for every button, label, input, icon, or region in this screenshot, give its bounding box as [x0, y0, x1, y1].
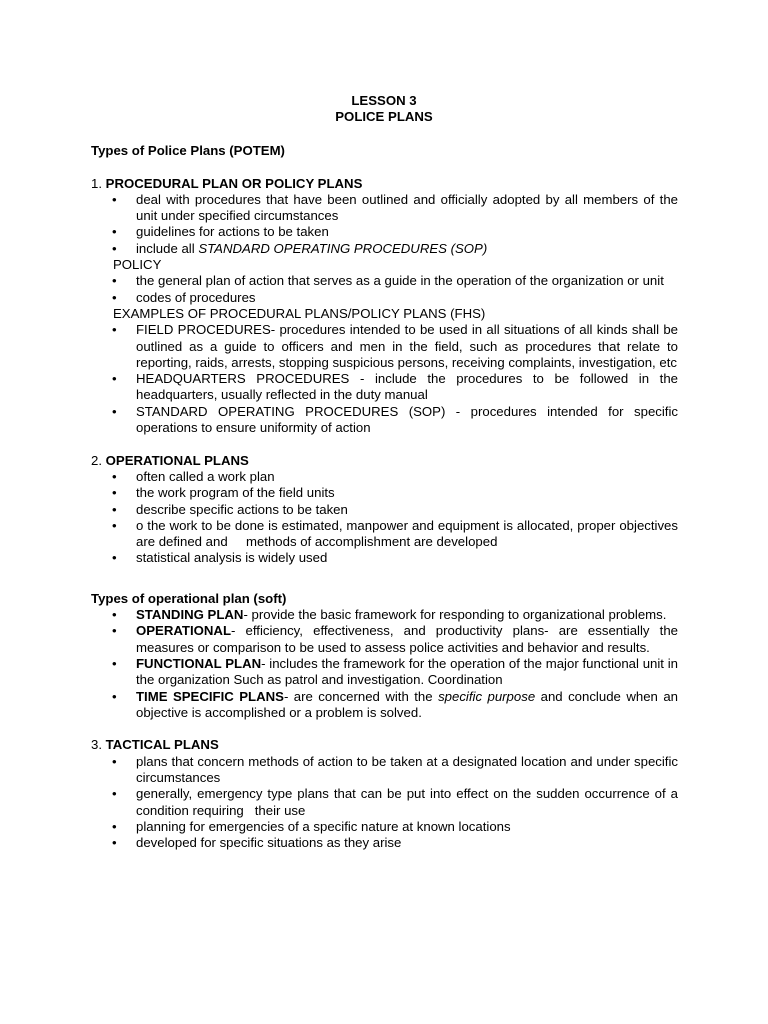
list-item: • the general plan of action that serves as a guide in the operation of the organization or unit [112, 273, 664, 289]
list-item: • codes of procedures [112, 289, 256, 305]
bullet-icon: • [112, 501, 117, 517]
bullet-icon: • [112, 607, 117, 623]
lesson-title: POLICE PLANS [335, 109, 433, 125]
bullet-icon: • [112, 688, 117, 704]
lesson-number: LESSON 3 [351, 93, 417, 108]
list-item: • often called a work plan [112, 468, 275, 484]
section-3-heading: 3. TACTICAL PLANS [91, 737, 219, 753]
types-heading: Types of Police Plans (POTEM) [91, 143, 285, 158]
list-item: • FIELD PROCEDURES- procedures intended to be used in all situations of all kinds shall be outlined as a guide to officers and men in the field, such as procedures that relate to reporting, raids, arrests, stopping suspicious persons, receiving complaints, investigation, etc [112, 322, 678, 370]
list-item: • generally, emergency type plans that can be put into effect on the sudden occurrence of a condition requiring their use [112, 786, 682, 818]
bullet-icon: • [112, 786, 117, 802]
bullet-icon: • [112, 550, 117, 566]
bullet-icon: • [112, 191, 117, 207]
bullet-icon: • [112, 371, 117, 387]
list-item: • statistical analysis is widely used [112, 550, 328, 566]
list-item: • HEADQUARTERS PROCEDURES - include the procedures to be followed in the headquarters, usually reflected in the duty manual [112, 371, 678, 403]
bullet-icon: • [112, 835, 117, 851]
list-item: • o the work to be done is estimated, manpower and equipment is allocated, proper objectives are defined and methods of accomplishment are developed [112, 517, 682, 550]
policy-label: POLICY [113, 257, 162, 273]
bullet-icon: • [112, 224, 117, 240]
list-item: • planning for emergencies of a specific nature at known locations [112, 818, 511, 834]
bullet-icon: • [112, 517, 117, 533]
bullet-icon: • [112, 655, 117, 671]
list-item: • STANDARD OPERATING PROCEDURES (SOP) - procedures intended for specific operations to ensure uniformity of action [112, 403, 678, 436]
list-item: • describe specific actions to be taken [112, 501, 348, 517]
lesson-header [0, 93, 768, 126]
list-item: • TIME SPECIFIC PLANS- are concerned with the specific purpose and conclude when an objective is accomplished or a problem is solved. [112, 688, 678, 720]
list-item: • guidelines for actions to be taken [112, 224, 329, 240]
document-body [91, 143, 682, 851]
bullet-icon: • [112, 818, 117, 834]
list-item: • deal with procedures that have been outlined and officially adopted by all members of the unit under specified circumstances [112, 191, 678, 224]
bullet-icon: • [112, 273, 117, 289]
list-item: • plans that concern methods of action to be taken at a designated location and under specific circumstances [112, 753, 678, 785]
list-item: • developed for specific situations as they arise [112, 835, 402, 851]
section-2-heading: 2. OPERATIONAL PLANS [91, 452, 249, 468]
list-item: • the work program of the field units [112, 485, 335, 501]
bullet-icon: • [112, 623, 117, 639]
bullet-icon: • [112, 485, 117, 501]
examples-label: EXAMPLES OF PROCEDURAL PLANS/POLICY PLANS (FHS) [113, 305, 486, 321]
bullet-icon: • [112, 468, 117, 484]
bullet-icon: • [112, 403, 117, 419]
soft-heading: Types of operational plan (soft) [91, 590, 287, 606]
bullet-icon: • [112, 753, 117, 769]
list-item: • STANDING PLAN- provide the basic framework for responding to organizational problems. [112, 607, 667, 623]
bullet-icon: • [112, 240, 117, 256]
list-item: • FUNCTIONAL PLAN- includes the framework for the operation of the major functional unit in the organization Such as patrol and investigation. Coordination [112, 655, 678, 688]
bullet-icon: • [112, 322, 117, 338]
bullet-icon: • [112, 289, 117, 305]
list-item: • include all STANDARD OPERATING PROCEDURES (SOP) [112, 240, 488, 256]
list-item: • OPERATIONAL- efficiency, effectiveness, and productivity plans- are essentially the measures or comparison to be used to assess police activities and behavior and results. [112, 623, 678, 655]
section-1-heading: 1. PROCEDURAL PLAN OR POLICY PLANS [91, 175, 363, 191]
